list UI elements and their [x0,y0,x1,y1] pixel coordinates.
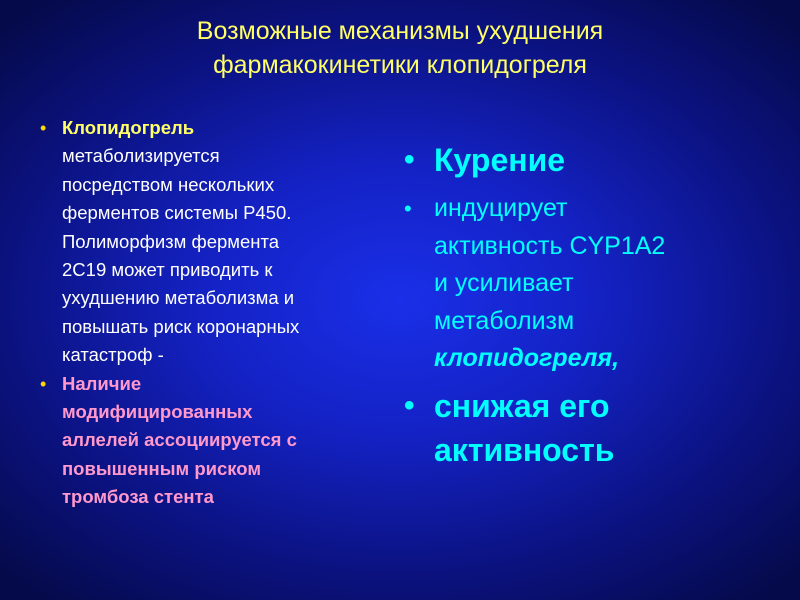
bullet-dot-icon: • [404,143,415,176]
right-bullet-1 [404,140,794,180]
right-bullet-2-line-4: метаболизм [434,306,575,335]
right-bullet-3-line-1: снижая его [434,387,610,424]
bullet-dot-icon: • [40,118,47,138]
left-bullet-2-line-1: Наличие [62,372,142,394]
left-bullet-1-line-8: катастроф - [62,344,164,366]
bullet-dot-icon: • [404,388,415,422]
left-bullet-2-line-3: аллелей ассоциируется с [62,429,297,451]
left-bullet-2 [40,370,370,512]
left-bullet-1 [40,114,370,370]
right-bullet-1-text: Курение [434,142,566,178]
bullet-dot-icon: • [404,196,412,221]
left-bullet-2-line-2: модифицированных [62,401,253,423]
slide-title-line-1: Возможные механизмы ухудшения [196,17,604,45]
left-bullet-1-line-4: Полиморфизм фермента [62,230,280,252]
right-bullet-2 [404,190,794,378]
right-bullet-2-italic: клопидогреля, [434,344,620,372]
left-bullet-1-line-5: 2С19 может приводить к [62,259,273,281]
left-bullet-1-line-7: повышать риск коронарных [62,315,300,337]
left-bullet-2-line-5: тромбоза стента [62,486,214,508]
left-bullet-1-line-1: метаболизируется [62,145,220,167]
right-bullet-2-line-3: и усиливает [434,269,574,297]
left-bullet-1-line-6: ухудшению метаболизма и [62,287,295,309]
left-bullet-1-lead: Клопидогрель [62,117,195,138]
bullet-dot-icon: • [40,373,47,394]
left-bullet-1-line-2: посредством нескольких [62,173,275,195]
left-bullet-2-line-4: повышенным риском [62,457,262,479]
left-bullet-1-line-3: ферментов системы Р450. [62,202,292,224]
right-column [404,140,794,472]
left-column [40,114,370,512]
right-bullet-2-line-1: индуцирует [434,194,568,222]
right-bullet-3 [404,384,794,472]
slide-title-line-2: фармакокинетики клопидогреля [213,51,587,79]
right-bullet-3-line-2: активность [434,431,615,468]
slide-title [0,14,800,82]
right-bullet-2-line-2: активность CYP1A2 [434,231,666,260]
